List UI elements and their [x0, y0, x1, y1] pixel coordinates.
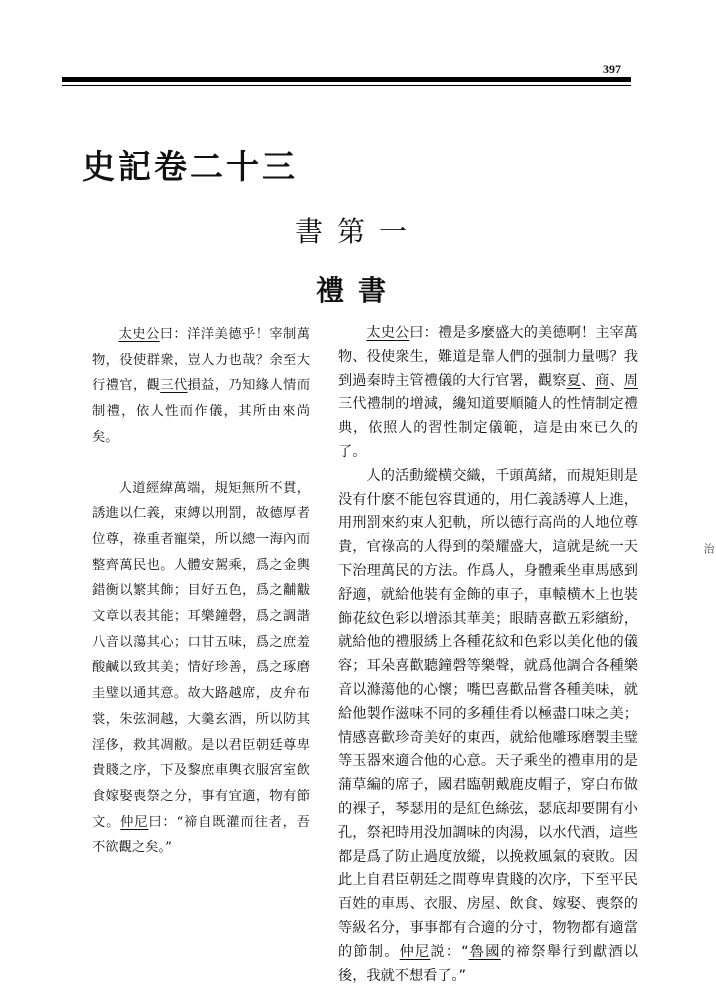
dynasty-name: 夏 — [566, 372, 581, 389]
original-paragraph-2: 人道經緯萬端，規矩無所不貫，誘進以仁義，束縛以刑罰，故德厚者位尊，祿重者寵榮，所以總一海內而整齊萬民也。人體安駕乘，爲之金輿錯衡以繁其飾；目好五色，爲之黼黻文章以表其能；耳樂鐘磬，爲之調諧八音以蕩其心；口甘五味，爲之庶羞酸鹹以致其美；情好珍善，爲之琢磨圭璧以通其意。故大路越席，皮弁布裳，朱弦洞越，大羹玄酒，所以防其淫侈，救其凋敝。是以君臣朝廷尊卑貴賤之序，下及黎庶車輿衣服宮室飲食嫁娶喪祭之分，事有宜適，物有節文。仲尼曰：“禘自既灌而往者，吾不欲觀之矣。” — [92, 480, 311, 856]
speaker-name: 仲尼 — [399, 943, 431, 960]
header-rule-thin — [62, 85, 631, 86]
dynasty-name: 三代 — [160, 378, 188, 394]
original-paragraph-1: 太史公曰：洋洋美德乎！宰制萬物，役使群衆，豈人力也哉？余至大行禮官，觀三代損益，乃知緣人情而制禮，依人性而作儀，其所由來尚矣。 — [92, 327, 311, 445]
section-title: 書第一 — [294, 215, 421, 248]
header-rule-thick — [62, 77, 631, 82]
translation-paragraph-1: 太史公曰：禮是多麼盛大的美德啊！主宰萬物、役使衆生，難道是靠人們的强制力量嗎？我到過秦時主管禮儀的大行官署，觀察夏、商、周三代禮制的增減，纔知道要順隨人的性情制定禮典，依照人的習性制定儀範，這是由來已久的了。 — [338, 325, 638, 460]
page-number: 397 — [603, 62, 621, 76]
chapter-title: 禮書 — [315, 274, 400, 307]
original-text-column — [92, 322, 310, 861]
translation-text-column — [338, 322, 638, 988]
translation-paragraph-2: 人的活動縱横交織，千頭萬緒，而規矩則是没有什麽不能包容貫通的，用仁義誘導人上進，用刑罰來約束人犯軌，所以德行高尚的人地位尊貴，官祿高的人得到的榮耀盛大，這就是統一天下治理萬民的方法。作爲人，身體乘坐車馬感到舒適，就給他裝有金飾的車子，車轅横木上也裝飾花紋色彩以增添其華美；眼睛喜歡五彩繽紛，就給他的禮服綉上各種花紋和色彩以美化他的儀容；耳朵喜歡聽鐘磬等樂聲，就爲他調合各種樂音以滌蕩他的心懷；嘴巴喜歡品嘗各種美味，就給他製作滋味不同的多種佳肴以極盡口味之美；情感喜歡珍奇美好的東西，就給他雕琢磨製圭璧等玉器來適合他的心意。天子乘坐的禮車用的是蒲草編的席子，國君臨朝戴鹿皮帽子，穿白布做的裸子，琴瑟用的是紅色絲弦，瑟底却要開有小孔，祭祀時用没加調味的肉湯，以水代酒，這些都是爲了防止過度放縱，以挽救風氣的衰敗。因此上自君臣朝廷之間尊卑貴賤的次序，下至平民百姓的車馬、衣服、房屋、飲食、嫁娶、喪祭的等級名分，事事都有合適的分寸，物物都有適當的節制。仲尼説：“魯國的禘祭舉行到獻酒以後，我就不想看了。” — [338, 467, 638, 984]
dynasty-name: 周 — [623, 372, 638, 389]
margin-note: 治 — [702, 543, 715, 556]
speaker-name: 太史公 — [366, 325, 410, 341]
dynasty-name: 商 — [595, 372, 610, 389]
place-name: 魯國 — [468, 943, 501, 960]
volume-title: 史記卷二十三 — [82, 147, 298, 186]
speaker-name: 太史公 — [118, 327, 160, 342]
speaker-name: 仲尼 — [120, 814, 149, 830]
